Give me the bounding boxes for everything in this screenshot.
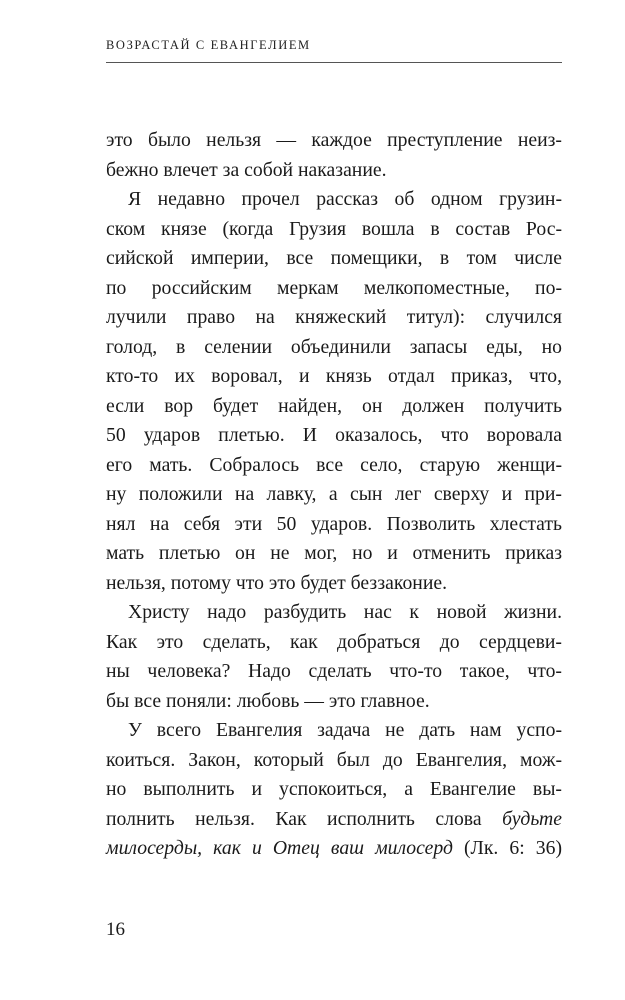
text-line: если вор будет найден, он должен получить: [106, 394, 562, 417]
text-line: по российским меркам мелкопоместные, по-: [106, 276, 562, 299]
text-line: У всего Евангелия задача не дать нам успо-: [128, 719, 562, 741]
scripture-reference: (Лк. 6: 36): [452, 837, 562, 859]
text-line: Я недавно прочел рассказ об одном грузин-: [128, 188, 562, 210]
text-line: кто-то их воровал, и князь отдал приказ, что,: [106, 365, 562, 387]
text-line: ну положили на лавку, а сын лег сверху и при-: [106, 483, 562, 505]
page-number: 16: [106, 919, 125, 940]
text-line: [106, 805, 562, 835]
text-line: голод, в селении объединили запасы еды, но: [106, 335, 562, 358]
text-line: ском князе (когда Грузия вошла в состав Рос-: [106, 217, 562, 240]
text-line: 50 ударов плетью. И оказалось, что воровала: [106, 424, 562, 446]
text-line: ны человека? Надо сделать что-то такое, что-: [106, 660, 562, 682]
text-line: [106, 834, 562, 864]
text-line: но выполнить и успокоиться, а Евангелие вы-: [106, 778, 562, 800]
scripture-quote: будьте: [502, 807, 562, 830]
scripture-quote: милосерды, как и Отец ваш милосерд: [106, 837, 453, 859]
text-line: бы все поняли: любовь — это главное.: [106, 689, 430, 712]
text-line: это было нельзя — каждое преступление неиз-: [106, 129, 562, 151]
running-header: ВОЗРАСТАЙ С ЕВАНГЕЛИЕМ: [106, 38, 311, 52]
text-line: Как это сделать, как добраться до сердцеви-: [106, 630, 562, 653]
text-line: лучили право на княжеский титул): случился: [106, 306, 562, 328]
text-line: Христу надо разбудить нас к новой жизни.: [128, 601, 562, 623]
text-line: мать плетью он не мог, но и отменить приказ: [106, 542, 562, 564]
text-line: нельзя, потому что это будет беззаконие.: [106, 571, 448, 594]
text-span: полнить нельзя. Как исполнить слова: [106, 807, 503, 830]
text-line: его мать. Собралось все село, старую женщи-: [106, 453, 562, 476]
text-line: нял на себя эти 50 ударов. Позволить хлестать: [106, 512, 562, 535]
header-rule: [106, 62, 562, 63]
text-line: бежно влечет за собой наказание.: [106, 158, 387, 181]
text-line: коиться. Закон, который был до Евангелия, мож-: [106, 748, 562, 771]
text-line: сийской империи, все помещики, в том числе: [106, 247, 562, 269]
body-text: [106, 126, 562, 864]
